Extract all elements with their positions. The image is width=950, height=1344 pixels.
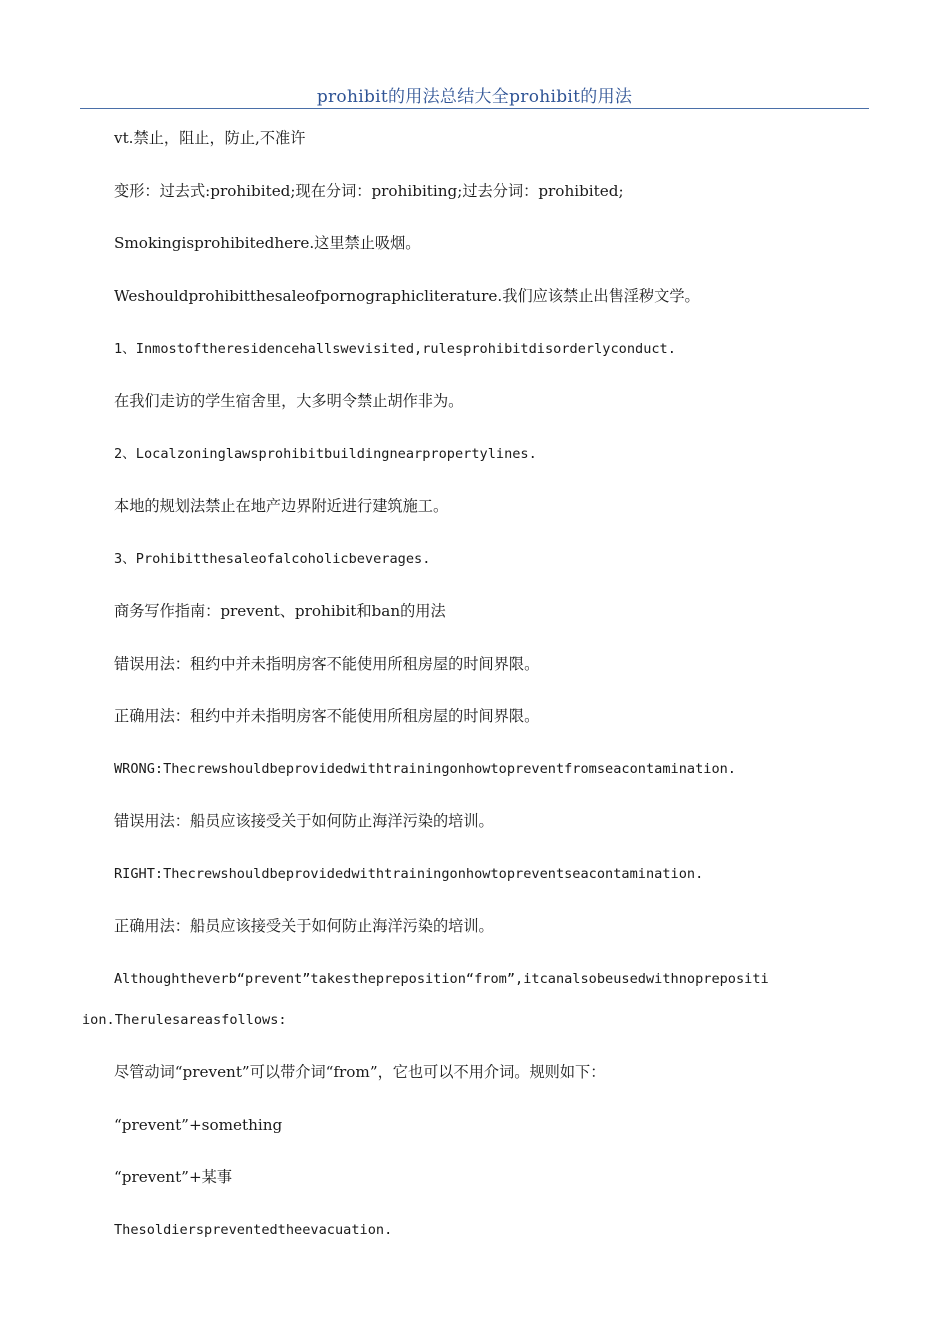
paragraph-example-1-zh: 在我们走访的学生宿舍里，大多明令禁止胡作非为。 <box>114 392 464 410</box>
paragraph-example-2-zh: 本地的规划法禁止在地产边界附近进行建筑施工。 <box>114 497 449 515</box>
paragraph-inflections: 变形：过去式:prohibited;现在分词：prohibiting;过去分词：prohibited; <box>114 182 624 200</box>
paragraph-example-smoking: Smokingisprohibitedhere.这里禁止吸烟。 <box>114 234 421 252</box>
paragraph-right-usage-1: 正确用法：租约中并未指明房客不能使用所租房屋的时间界限。 <box>114 707 540 725</box>
paragraph-section-heading: 商务写作指南：prevent、prohibit和ban的用法 <box>114 602 446 620</box>
paragraph-rule-zh: “prevent”+某事 <box>114 1168 233 1186</box>
paragraph-rule-en: “prevent”+something <box>114 1116 283 1134</box>
paragraph-right-en: RIGHT:Thecrewshouldbeprovidedwithtrainingonhowtopreventseacontamination. <box>114 866 704 882</box>
paragraph-rules-zh: 尽管动词“prevent”可以带介词“from”，它也可以不用介词。规则如下： <box>114 1063 606 1081</box>
paragraph-although: Althoughtheverb“prevent”takesthepreposition“from”,itcanalsobeusedwithnoprepositi <box>114 971 769 987</box>
paragraph-definition: vt.禁止，阻止，防止,不准许 <box>114 129 306 147</box>
paragraph-wrong-usage-2: 错误用法：船员应该接受关于如何防止海洋污染的培训。 <box>114 812 494 830</box>
paragraph-example-sale: Weshouldprohibitthesaleofpornographicliterature.我们应该禁止出售淫秽文学。 <box>114 287 700 305</box>
paragraph-right-usage-2: 正确用法：船员应该接受关于如何防止海洋污染的培训。 <box>114 917 494 935</box>
paragraph-wrong-en: WRONG:Thecrewshouldbeprovidedwithtrainingonhowtopreventfromseacontamination. <box>114 761 736 777</box>
page-title: prohibit的用法总结大全prohibit的用法 <box>316 87 633 107</box>
paragraph-although-continuation: ion.Therulesareasfollows: <box>82 1012 287 1028</box>
paragraph-wrong-usage-1: 错误用法：租约中并未指明房客不能使用所租房屋的时间界限。 <box>114 655 540 673</box>
paragraph-example-1-en: 1、Inmostoftheresidencehallswevisited,rulesprohibitdisorderlyconduct. <box>114 341 676 357</box>
paragraph-example-3-en: 3、Prohibitthesaleofalcoholicbeverages. <box>114 551 431 567</box>
paragraph-example-2-en: 2、Localzoninglawsprohibitbuildingnearpropertylines. <box>114 446 537 462</box>
paragraph-soldiers-example: Thesoldierspreventedtheevacuation. <box>114 1222 393 1238</box>
title-underline <box>80 108 869 109</box>
